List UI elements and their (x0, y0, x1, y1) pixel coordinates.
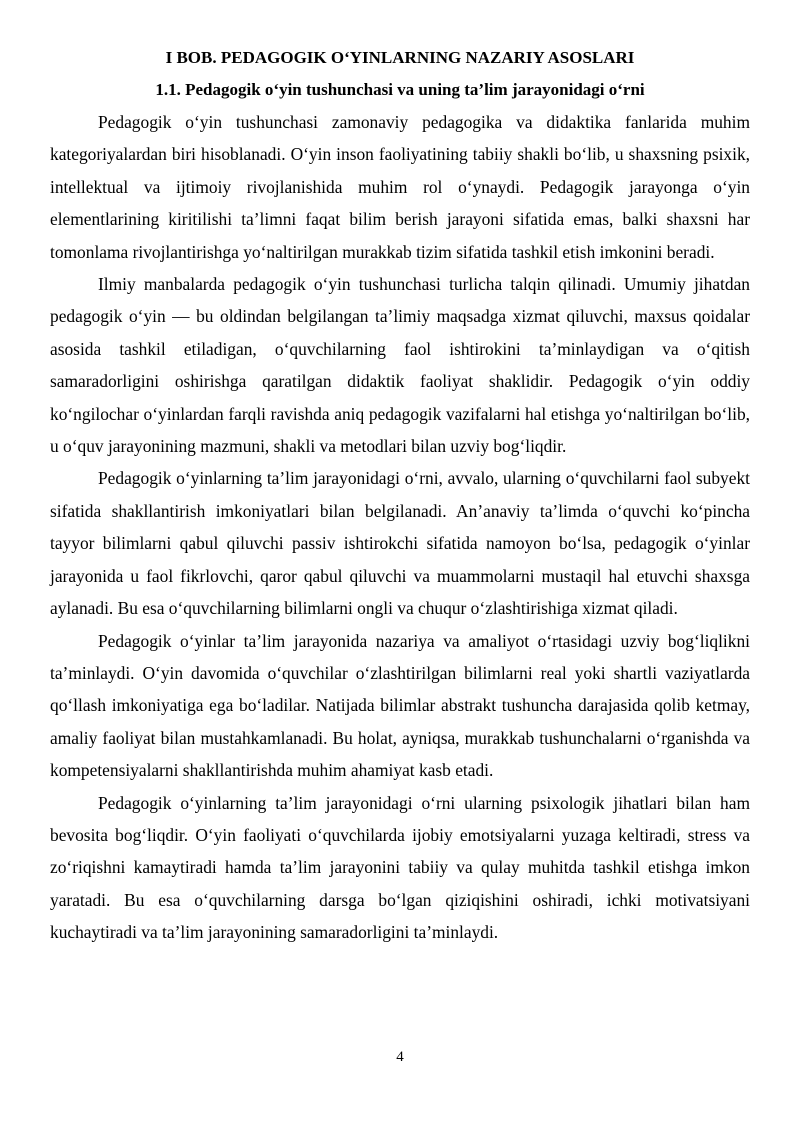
page-number: 4 (396, 1049, 404, 1065)
section-title: 1.1. Pedagogik o‘yin tushunchasi va uning ta’lim jarayonidagi o‘rni (155, 80, 645, 99)
chapter-title: I BOB. PEDAGOGIK O‘YINLARNING NAZARIY ASOSLARI (165, 48, 635, 67)
paragraph-3: Pedagogik o‘yinlarning ta’lim jarayonidagi o‘rni, avvalo, ularning o‘quvchilarni faol subyekt sifatida shakllantirish imkoniyatlari bilan belgilanadi. An’anaviy ta’limda o‘quvchi ko‘pincha tayyor bilimlarni qabul qiluvchi passiv ishtirokchi sifatida namoyon bo‘lsa, pedagogik o‘yinlar jarayonida u faol fikrlovchi, qaror qabul qiluvchi va muammolarni mustaqil hal etuvchi shaxsga aylanadi. Bu esa o‘quvchilarning bilimlarni ongli va chuqur o‘zlashtirishiga xizmat qiladi. (50, 468, 750, 619)
paragraph-4: Pedagogik o‘yinlar ta’lim jarayonida nazariya va amaliyot o‘rtasidagi uzviy bog‘liqlikni ta’minlaydi. O‘yin davomida o‘quvchilar o‘zlashtirilgan bilimlarni real yoki shartli vaziyatlarda qo‘llash imkoniyatiga ega bo‘ladilar. Natijada bilimlar abstrakt tushuncha darajasida qolib ketmay, amaliy faoliyat bilan mustahkamlanadi. Bu holat, ayniqsa, murakkab tushunchalarni o‘rganishda va kompetensiyalarni shakllantirishda muhim ahamiyat kasb etadi. (50, 630, 750, 781)
document-page (50, 42, 750, 949)
paragraph-1: Pedagogik o‘yin tushunchasi zamonaviy pedagogika va didaktika fanlarida muhim kategoriyalardan biri hisoblanadi. O‘yin inson faoliyatining tabiiy shakli bo‘lib, u shaxsning psixik, intellektual va ijtimoiy rivojlanishida muhim rol o‘ynaydi. Pedagogik jarayonga o‘yin elementlarining kiritilishi ta’limni faqat bilim berish jarayoni sifatida emas, balki shaxsni har tomonlama rivojlantirishga yo‘naltirilgan murakkab tizim sifatida tashkil etish imkonini beradi. (50, 112, 750, 262)
paragraph-5: Pedagogik o‘yinlarning ta’lim jarayonidagi o‘rni ularning psixologik jihatlari bilan ham bevosita bog‘liqdir. O‘yin faoliyati o‘quvchilarda ijobiy emotsiyalarni yuzaga keltiradi, stress va zo‘riqishni kamaytiradi hamda ta’lim jarayonini tabiiy va qulay muhitda tashkil etishga imkon yaratadi. Bu esa o‘quvchilarning darsga bo‘lgan qiziqishini oshiradi, ichki motivatsiyani kuchaytiradi va ta’lim jarayonining samaradorligini ta’minlaydi. (50, 792, 750, 943)
paragraph-2: Ilmiy manbalarda pedagogik o‘yin tushunchasi turlicha talqin qilinadi. Umumiy jihatdan pedagogik o‘yin — bu oldindan belgilangan ta’limiy maqsadga xizmat qiluvchi, maxsus qoidalar asosida tashkil etiladigan, o‘quvchilarning faol ishtirokini ta’minlaydigan va o‘qitish samaradorligini oshirishga qaratilgan didaktik faoliyat shaklidir. Pedagogik o‘yin oddiy ko‘ngilochar o‘yinlardan farqli ravishda aniq pedagogik vazifalarni hal etishga yo‘naltirilgan bo‘lib, u o‘quv jarayonining mazmuni, shakli va metodlari bilan uzviy bog‘liqdir. (50, 274, 750, 457)
